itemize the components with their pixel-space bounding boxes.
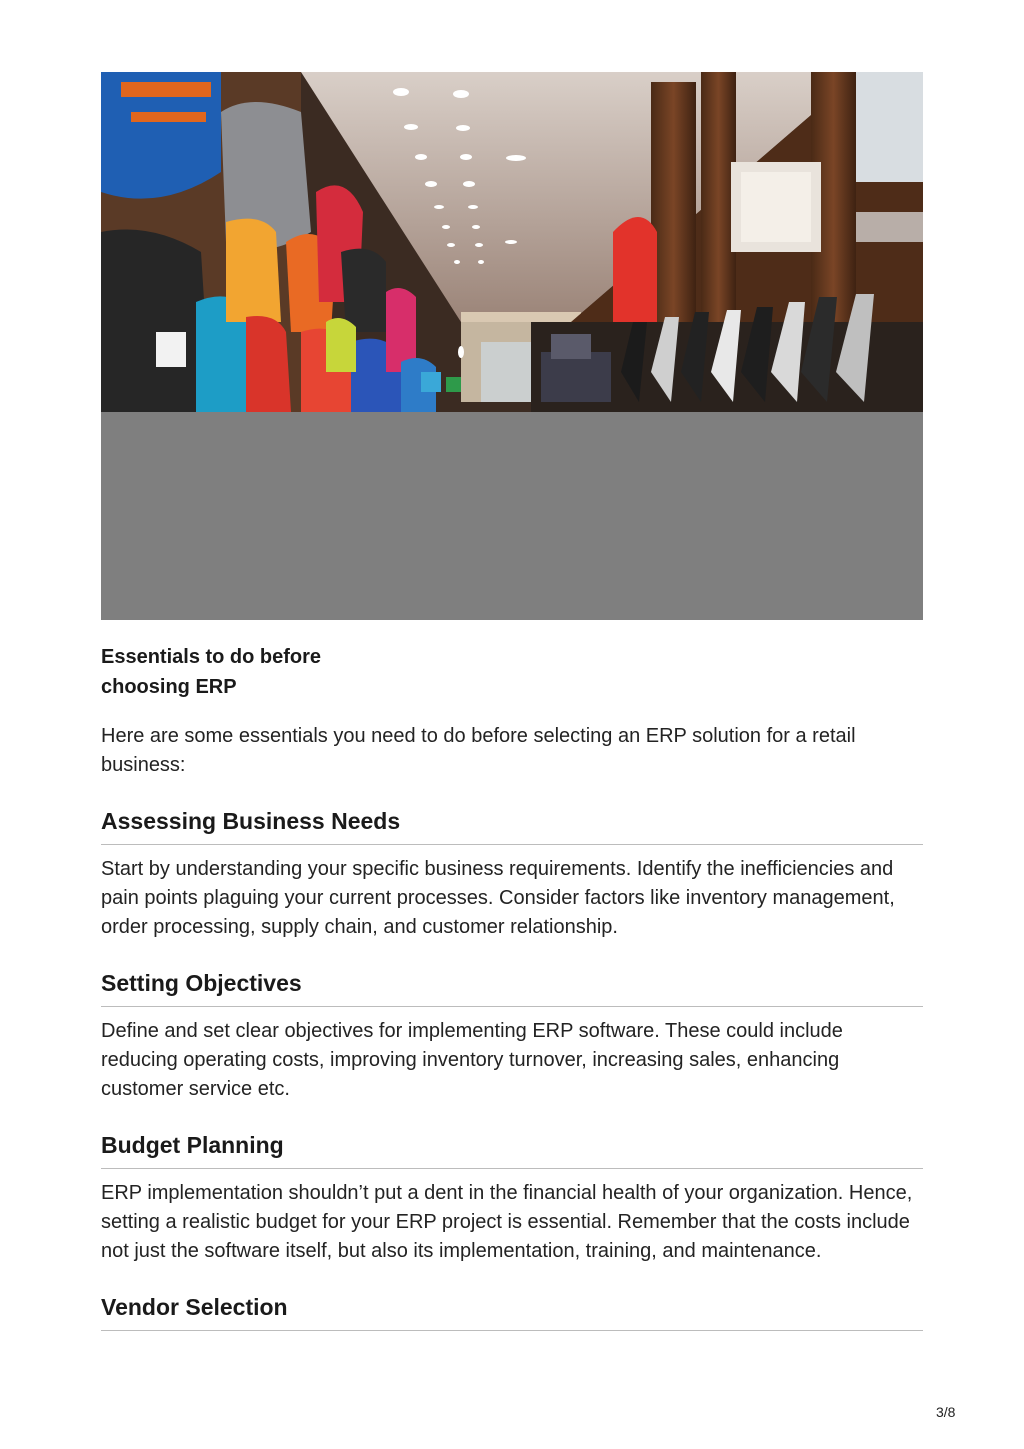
section-body: Start by understanding your specific business requirements. Identify the inefficiencies and pain points plaguing your current processes. Consider factors like inventory management, order processing, supply chain, and customer relationship. (101, 858, 895, 938)
section-assessing-business-needs (101, 806, 923, 942)
section-body: Define and set clear objectives for implementing ERP software. These could include reducing operating costs, improving inventory turnover, increasing sales, enhancing customer service etc. (101, 1020, 843, 1100)
section-setting-objectives (101, 968, 923, 1104)
section-heading: Vendor Selection (101, 1292, 923, 1331)
section-budget-planning (101, 1130, 923, 1266)
section-vendor-selection (101, 1292, 923, 1331)
document-page (101, 72, 923, 1331)
image-caption (101, 642, 401, 702)
hero-image (101, 72, 923, 620)
section-heading: Assessing Business Needs (101, 806, 923, 845)
caption-line-1: Essentials to do before (101, 646, 322, 668)
section-body: ERP implementation shouldn’t put a dent in the financial health of your organization. Hence, setting a realistic budget for your ERP project is essential. Remember that the costs include not just the software itself, but also its implementation, training, and maintenance. (101, 1182, 913, 1262)
intro-paragraph: Here are some essentials you need to do before selecting an ERP solution for a retail business: (101, 725, 856, 776)
page-number: 3/8 (936, 1404, 956, 1420)
section-heading: Setting Objectives (101, 968, 923, 1007)
store-photo (101, 72, 923, 412)
caption-line-2: choosing ERP (101, 676, 237, 698)
section-heading: Budget Planning (101, 1130, 923, 1169)
